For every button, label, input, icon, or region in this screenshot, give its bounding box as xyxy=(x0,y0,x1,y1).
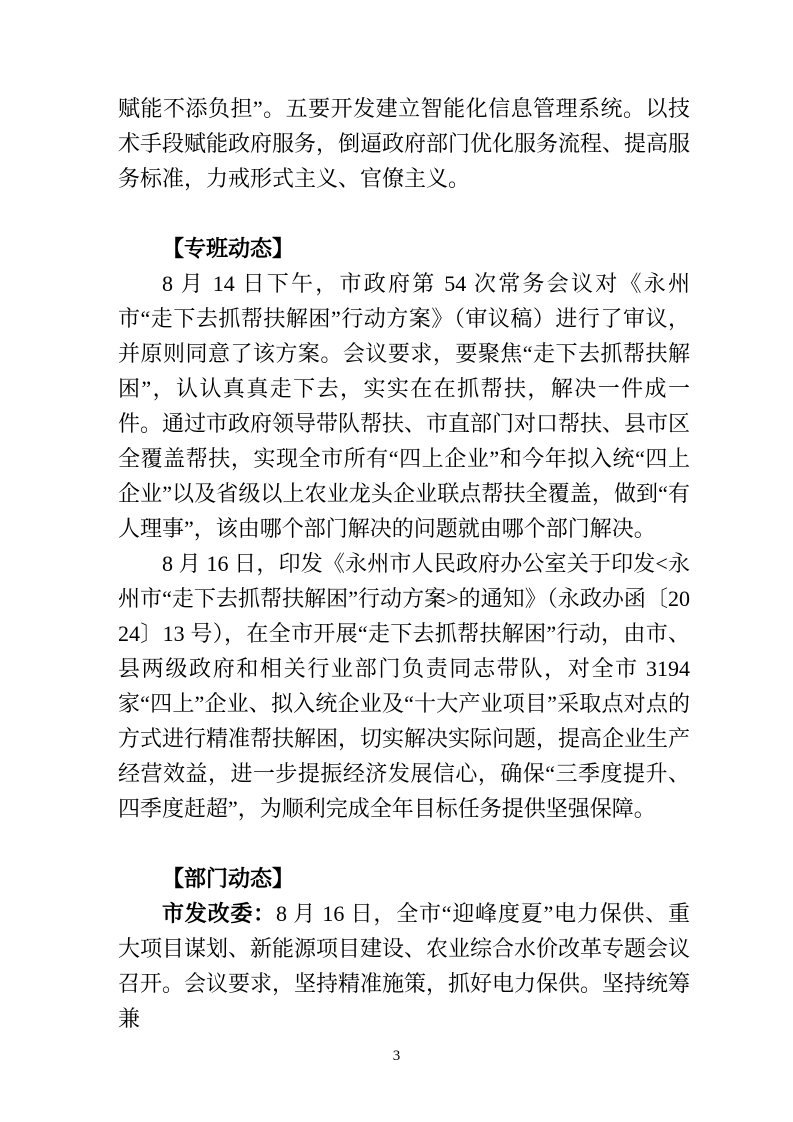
department-paragraph xyxy=(118,896,690,1036)
section-heading-department-updates: 【部门动态】 xyxy=(162,866,295,891)
taskforce-paragraph-aug16: 8 月 16 日，印发《永州市人民政府办公室关于印发<永州市“走下去抓帮扶解困”行动方案>的通知》（永政办函〔2024〕13 号），在全市开展“走下去抓帮扶解困”行动，由市、县两级政府和相关行业部门负责同志带队，对全市 3194 家“四上”企业、拟入统企业及“十大产业项目”采取点对点的方式进行精准帮扶解困，切实解决实际问题，提高企业生产经营效益，进一步提振经济发展信心，确保“三季度提升、四季度赶超”，为顺利完成全年目标任务提供坚强保障。 xyxy=(118,551,691,821)
continuation-paragraph: 赋能不添负担”。五要开发建立智能化信息管理系统。以技术手段赋能政府服务，倒逼政府部门优化服务流程、提高服务标准，力戒形式主义、官僚主义。 xyxy=(118,96,691,191)
department-name-label: 市发改委： xyxy=(162,901,276,926)
page-number: 3 xyxy=(392,1048,401,1064)
taskforce-paragraph-aug14: 8 月 14 日下午，市政府第 54 次常务会议对《永州市“走下去抓帮扶解困”行动方案》（审议稿）进行了审议，并原则同意了该方案。会议要求，要聚焦“走下去抓帮扶解困”，认认真真走下去，实实在在抓帮扶，解决一件成一件。通过市政府领导带队帮扶、市直部门对口帮扶、县市区全覆盖帮扶，实现全市所有“四上企业”和今年拟入统“四上企业”以及省级以上农业龙头企业联点帮扶全覆盖，做到“有人理事”，该由哪个部门解决的问题就由哪个部门解决。 xyxy=(118,271,691,541)
document-content xyxy=(118,91,690,1036)
section-heading-taskforce-updates: 【专班动态】 xyxy=(162,236,295,261)
page-footer xyxy=(0,1046,793,1066)
department-paragraph-text: 8 月 16 日，全市“迎峰度夏”电力保供、重大项目谋划、新能源项目建设、农业综合水价改革专题会议召开。会议要求，坚持精准施策，抓好电力保供。坚持统筹兼 xyxy=(118,901,691,1031)
